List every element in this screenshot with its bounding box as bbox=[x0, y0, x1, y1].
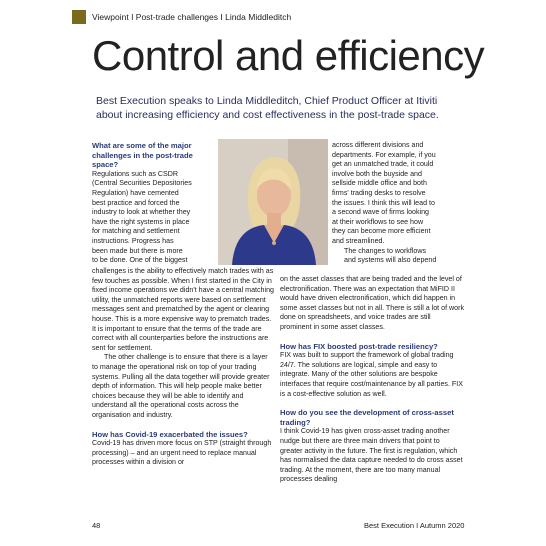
text-line: industry to look at whether they bbox=[92, 208, 191, 217]
publication-footer: Best Execution I Autumn 2020 bbox=[364, 521, 465, 530]
text-line: have the right systems in place bbox=[92, 217, 190, 226]
question-1: What are some of the major challenges in the post-trade space? bbox=[92, 141, 193, 170]
right-column bbox=[332, 141, 464, 266]
body-paragraph: I think Covid-19 has given cross-asset trading another nudge but there are three main drivers that point to greater activity in the future. The first is regulation, which has normalised the data capture needed to do cross asset trading. At the moment, there are too many manual processes dealing bbox=[280, 427, 463, 484]
body-paragraph: The other challenge is to ensure that there is a layer to manage the operational risk on top of your trading systems. Pulling all the data together will provide greater depth of information. This will help people make better choices because they will be able to identify and understand all the operational costs across the organisation and industry. bbox=[92, 353, 270, 419]
text-line: they can become more efficient bbox=[332, 227, 431, 236]
body-paragraph: FIX was built to support the framework of global trading 24/7. The solutions are logical, simple and easy to integrate. Many of the other solutions are bespoke interfaces that require cost/maintenance by all parties. FIX is a cost-effective solution as well. bbox=[280, 351, 463, 398]
text-line: get an unmatched trade, it could bbox=[332, 160, 434, 169]
portrait-illustration bbox=[218, 139, 328, 265]
text-line: The changes to workflows bbox=[344, 246, 427, 255]
page-number: 48 bbox=[92, 521, 101, 530]
text-line: a second wave of firms looking bbox=[332, 208, 429, 217]
question-4: How do you see the development of cross-asset trading? bbox=[280, 408, 454, 427]
paragraph-gap bbox=[280, 333, 464, 342]
text-line: best practice and forced the bbox=[92, 198, 180, 207]
text-line: and streamlined. bbox=[332, 236, 385, 245]
question-3: How has FIX boosted post-trade resiliency? bbox=[280, 341, 438, 351]
left-column-lower bbox=[92, 267, 274, 468]
text-line: the issues. I think this will lead to bbox=[332, 198, 435, 207]
left-column bbox=[92, 141, 216, 266]
paragraph-gap bbox=[280, 399, 464, 408]
text-line: Regulations such as CSDR bbox=[92, 169, 178, 178]
header-accent-square bbox=[72, 10, 86, 24]
text-line: firms' trading desks to resolve bbox=[332, 188, 426, 197]
text-line: instructions. Progress has bbox=[92, 236, 174, 245]
text-line: (Central Securities Depositories bbox=[92, 179, 192, 188]
running-header bbox=[72, 8, 291, 26]
text-line: involve both the buyside and bbox=[332, 169, 422, 178]
text-line: for matching and settlement bbox=[92, 227, 180, 236]
article-title: Control and efficiency bbox=[92, 32, 485, 79]
text-line: Regulation) have cemented bbox=[92, 188, 179, 197]
text-line: sellside middle office and both bbox=[332, 179, 427, 188]
header-text: Viewpoint I Post-trade challenges I Linda Middleditch bbox=[92, 12, 292, 22]
text-line: across different divisions and bbox=[332, 141, 424, 149]
text-line: and systems will also depend bbox=[344, 256, 437, 265]
text-line: at their workflows to see how bbox=[332, 217, 424, 226]
text-line: departments. For example, if you bbox=[332, 150, 436, 159]
portrait-photo bbox=[218, 139, 328, 265]
text-line: been made but there is more bbox=[92, 246, 183, 255]
body-paragraph: on the asset classes that are being traded and the level of electronification. There was an expectation that MiFID II would have driven electronification, which did happen in some asset classes but not in all. There is still a lot of work done on spreadsheets, and voice trades are still prominent in some asset classes. bbox=[280, 275, 464, 331]
question-2: How has Covid-19 exacerbated the issues? bbox=[92, 429, 248, 439]
right-column-lower bbox=[280, 275, 464, 485]
paragraph-gap bbox=[92, 421, 274, 430]
text-line: to be done. One of the biggest bbox=[92, 256, 188, 265]
article-intro: Best Execution speaks to Linda Middleditch, Chief Product Officer at Itiviti about increasing efficiency and cost effectiveness in the post-trade space. bbox=[96, 95, 439, 121]
body-paragraph: Covid-19 has driven more focus on STP (straight through processing) – and an urgent need to replace manual processes within a division or bbox=[92, 439, 272, 467]
body-paragraph: challenges is the ability to effectively match trades with as few touches as possible. When I first started in the City in fixed income operations we didn't have a central matching utility, the unmatched reports were based on settlement messages sent and prematched by the agent or clearing house. This is a more expensive way to prematch trades. It is important to ensure that the terms of the trade are correct with all counterparties before the instructions are sent for settlement. bbox=[92, 267, 274, 352]
